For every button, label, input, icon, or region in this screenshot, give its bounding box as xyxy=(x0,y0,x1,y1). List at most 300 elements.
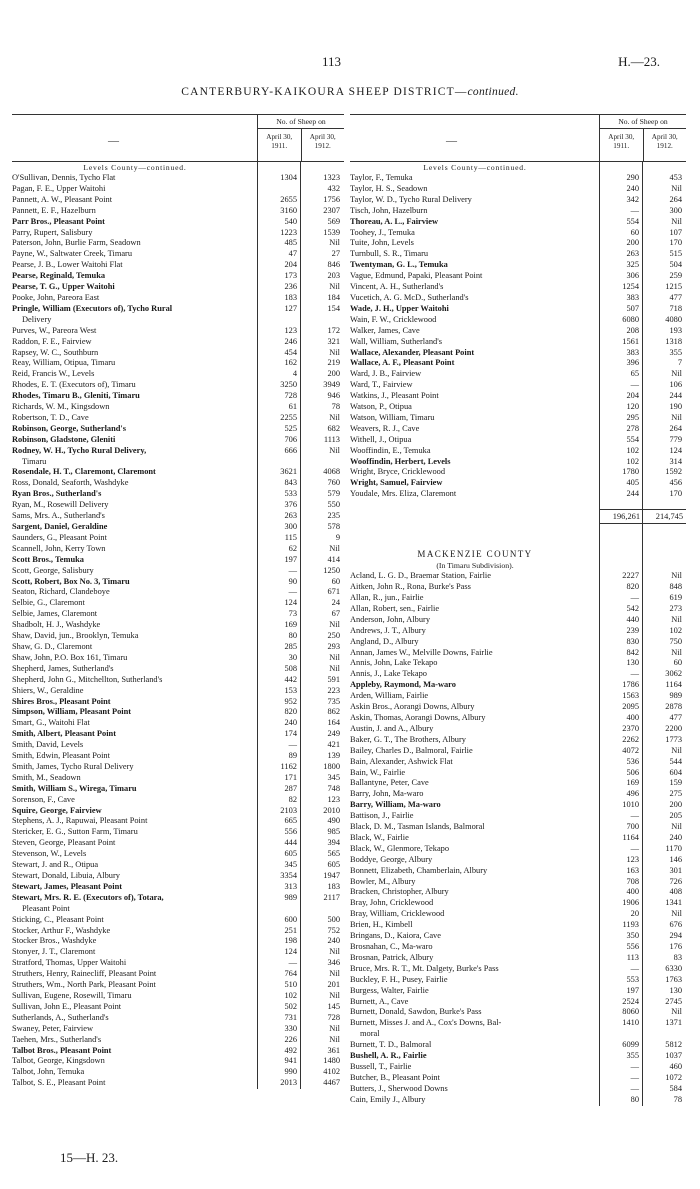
sheep-1911: 60 xyxy=(630,227,639,237)
sheep-1911: 508 xyxy=(284,663,297,673)
table-row xyxy=(350,942,686,953)
holder-name: Selbie, James, Claremont xyxy=(12,609,98,619)
table-row xyxy=(12,380,344,391)
sheep-1912: Nil xyxy=(329,969,340,979)
holder-name: Pringle, William (Executors of), Tycho Rural xyxy=(12,303,173,313)
sheep-1911 xyxy=(258,904,301,915)
sheep-1912: 176 xyxy=(669,942,682,951)
table-row xyxy=(12,806,344,817)
sheep-1912: 301 xyxy=(669,865,682,875)
sheep-1911 xyxy=(258,315,301,326)
sheep-1911: 197 xyxy=(626,985,639,995)
holder-name: Stephens, A. J., Rapuwai, Pleasant Point xyxy=(12,816,148,826)
sheep-1911: 198 xyxy=(284,936,297,946)
table-row xyxy=(12,402,344,413)
sheep-1912: 1371 xyxy=(665,1018,682,1028)
section-heading: Levels County—continued. xyxy=(83,163,187,172)
table-row xyxy=(350,402,686,413)
sheep-1912: 235 xyxy=(327,511,340,521)
holder-name: Wooffindin, Herbert, Levels xyxy=(350,456,451,466)
holder-name: Selbie, G., Claremont xyxy=(12,598,85,608)
holder-name: Rapsey, W. C., Southburn xyxy=(12,347,99,357)
holder-name: Smart, G., Waitohi Flat xyxy=(12,718,90,728)
sheep-1912: 170 xyxy=(669,489,682,499)
holder-name: Smith, Albert, Pleasant Point xyxy=(12,729,116,739)
sheep-1912 xyxy=(301,457,344,468)
sheep-1911: 820 xyxy=(626,582,639,592)
table-row xyxy=(350,293,686,304)
sheep-1912: 565 xyxy=(327,849,340,859)
holder-name: Bracken, Christopher, Albury xyxy=(350,887,449,897)
holder-name: Boddye, George, Albury xyxy=(350,854,433,864)
holder-name: Parr Bros., Pleasant Point xyxy=(12,216,105,226)
sheep-1912: 2745 xyxy=(665,996,682,1006)
sheep-1911: 2370 xyxy=(622,723,639,733)
holder-name: Parry, Rupert, Salisbury xyxy=(12,227,93,237)
holder-name: Bringans, D., Kaiora, Cave xyxy=(350,931,441,941)
table-row xyxy=(350,746,686,757)
sheep-1912: 421 xyxy=(327,740,340,750)
holder-name: Bailey, Charles D., Balmoral, Fairlie xyxy=(350,745,473,755)
sheep-1912: 4102 xyxy=(323,1067,340,1077)
sheep-1912: 321 xyxy=(327,336,340,346)
holder-name: Black, W., Glenmore, Tekapo xyxy=(350,843,450,853)
sheep-1911: 706 xyxy=(284,434,297,444)
holder-name: Shaw, David, jun., Brooklyn, Temuka xyxy=(12,631,139,641)
table-row xyxy=(350,1062,686,1073)
header-dash: — xyxy=(446,135,457,147)
holder-name: Bain, Alexander, Ashwick Flat xyxy=(350,756,453,766)
sheep-1911: — xyxy=(630,963,639,973)
holder-name: Sullivan, Eugene, Rosewill, Timaru xyxy=(12,990,132,1000)
holder-name: Black, W., Fairlie xyxy=(350,832,409,842)
holder-name: Struthers, Wm., North Park, Pleasant Point xyxy=(12,980,156,990)
sheep-1911: 127 xyxy=(284,303,297,313)
sheep-1912: Nil xyxy=(671,183,682,193)
sheep-1911: 2262 xyxy=(622,734,639,744)
table-row xyxy=(12,348,344,359)
holder-name: Pearse, J. B., Lower Waitohi Flat xyxy=(12,260,123,270)
holder-name: Scott Bros., Temuka xyxy=(12,554,84,564)
holder-name: Walker, James, Cave xyxy=(350,325,420,335)
table-row xyxy=(350,571,686,582)
page-header xyxy=(0,54,700,74)
sheep-1911: 6080 xyxy=(622,314,639,324)
sheep-1912: 456 xyxy=(669,478,682,488)
sheep-1911: 306 xyxy=(626,271,639,281)
sheep-1911: 173 xyxy=(284,271,297,281)
table-row xyxy=(350,228,686,239)
holder-name: Thoreau, A. L., Fairview xyxy=(350,216,439,226)
holder-name: Butcher, B., Pleasant Point xyxy=(350,1072,440,1082)
sheep-1911: 1193 xyxy=(622,920,639,930)
holder-name: Twentyman, G. L., Temuka xyxy=(350,260,448,270)
section-heading: Levels County—continued. xyxy=(423,163,527,172)
table-row xyxy=(12,478,344,489)
table-row xyxy=(350,887,686,898)
sheep-1911: — xyxy=(288,565,297,575)
sheep-1911: 502 xyxy=(284,1001,297,1011)
sheep-1912: 60 xyxy=(331,576,340,586)
holder-name: Ross, Donald, Seaforth, Washdyke xyxy=(12,478,129,488)
table-row xyxy=(350,778,686,789)
sheep-1912: 584 xyxy=(669,1083,682,1093)
sheep-1912: 728 xyxy=(327,1012,340,1022)
sheep-1912: 550 xyxy=(327,500,340,510)
sheep-1912: 605 xyxy=(327,860,340,870)
holder-name: Talbot, George, Kingsdown xyxy=(12,1056,105,1066)
holder-name: Burgess, Walter, Fairlie xyxy=(350,985,429,995)
table-row xyxy=(350,173,686,184)
sheep-1911: 383 xyxy=(626,292,639,302)
sheep-1911 xyxy=(258,457,301,468)
sheep-1912: 1113 xyxy=(323,434,340,444)
holder-name: Bray, John, Cricklewood xyxy=(350,898,434,908)
holder-name: Pearse, T. G., Upper Waitohi xyxy=(12,282,115,292)
sheep-1912: 2117 xyxy=(323,892,340,902)
table-row xyxy=(350,637,686,648)
table-row xyxy=(12,631,344,642)
holder-name: Butters, J., Sherwood Downs xyxy=(350,1083,448,1093)
sheep-1912: 1037 xyxy=(665,1051,682,1061)
sheep-1912: 123 xyxy=(327,794,340,804)
sheep-1911: — xyxy=(630,669,639,679)
sheep-1912: 515 xyxy=(669,249,682,259)
table-row xyxy=(12,958,344,969)
holder-name: Cain, Emily J., Albury xyxy=(350,1094,426,1104)
table-row xyxy=(12,587,344,598)
table-row xyxy=(350,735,686,746)
holder-name: Ryan Bros., Sutherland's xyxy=(12,489,102,499)
holder-name: Pooke, John, Pareora East xyxy=(12,292,100,302)
sheep-1911: 330 xyxy=(284,1023,297,1033)
sheep-1911: 123 xyxy=(284,325,297,335)
sheep-1912: 67 xyxy=(331,609,340,619)
sheep-1912: 264 xyxy=(669,423,682,433)
table-row xyxy=(12,609,344,620)
sheep-1911: 200 xyxy=(626,238,639,248)
sheep-1911: 3354 xyxy=(280,871,297,880)
sheep-1912: 779 xyxy=(669,434,682,444)
holder-name: Sutherlands, A., Sutherland's xyxy=(12,1012,109,1022)
sheep-1911: — xyxy=(630,1072,639,1082)
sheep-count-header xyxy=(599,115,686,161)
holder-name: Bowler, M., Albury xyxy=(350,876,416,886)
table-row xyxy=(12,947,344,958)
table-row xyxy=(12,936,344,947)
table-row xyxy=(350,680,686,691)
sheep-1912: Nil xyxy=(671,647,682,657)
table-row xyxy=(350,582,686,593)
holder-name: Shepherd, John G., Mitchellton, Sutherland's xyxy=(12,674,163,684)
table-row xyxy=(350,1073,686,1084)
holder-name: Reid, Francis W., Levels xyxy=(12,369,95,379)
sheep-1912: 460 xyxy=(669,1061,682,1071)
holder-name: Annis, J., Lake Tekapo xyxy=(350,669,427,679)
holder-name: Burnett, A., Cave xyxy=(350,996,409,1006)
table-row xyxy=(12,827,344,838)
holder-name: Toohey, J., Temuka xyxy=(350,227,415,237)
sheep-1912: 1164 xyxy=(665,680,682,690)
table-row xyxy=(350,768,686,779)
sheep-1912: 1170 xyxy=(665,843,682,853)
sheep-1912: 619 xyxy=(669,593,682,602)
table-row xyxy=(12,969,344,980)
sheep-1912: 300 xyxy=(669,205,682,215)
sheep-1912: 193 xyxy=(669,325,682,335)
holder-name: Stericker, E. G., Sutton Farm, Timaru xyxy=(12,827,138,837)
holder-name: Wain, F. W., Cricklewood xyxy=(350,314,437,324)
sheep-1912: 361 xyxy=(327,1045,340,1055)
sheep-1912 xyxy=(301,904,344,915)
sheep-1912: Nil xyxy=(671,745,682,755)
sheep-1911: 204 xyxy=(626,391,639,401)
table-row xyxy=(350,413,686,424)
holder-name: Talbot Bros., Pleasant Point xyxy=(12,1045,112,1055)
holder-name: Anderson, John, Albury xyxy=(350,614,431,624)
table-row xyxy=(350,478,686,489)
holder-name: Stocker Bros., Washdyke xyxy=(12,936,97,946)
sheep-1911: 80 xyxy=(288,631,297,641)
sheep-1912: 107 xyxy=(669,227,682,237)
table-row xyxy=(12,729,344,740)
sheep-1911: 842 xyxy=(626,647,639,657)
sheep-1912: 249 xyxy=(327,729,340,739)
sheep-1911: 666 xyxy=(284,445,297,455)
sheep-1911: 507 xyxy=(626,303,639,313)
sheep-1912: 2200 xyxy=(665,723,682,733)
sheep-1911: 2013 xyxy=(280,1078,297,1088)
sheep-1912: 760 xyxy=(327,478,340,488)
holder-name: Pearse, Reginald, Temuka xyxy=(12,271,106,281)
sheep-1912: 453 xyxy=(669,173,682,182)
holder-name: Watson, William, Timaru xyxy=(350,412,435,422)
table-row xyxy=(12,489,344,500)
table-row xyxy=(12,849,344,860)
sheep-1912: 273 xyxy=(669,603,682,613)
table-row xyxy=(350,326,686,337)
holder-name: Brosnahan, C., Ma-waro xyxy=(350,942,433,951)
holder-name: Withell, J., Otipua xyxy=(350,434,412,444)
sheep-1911: 82 xyxy=(288,794,297,804)
table-row xyxy=(12,566,344,577)
holder-name: Wooffindin, E., Temuka xyxy=(350,445,431,455)
holder-name: Wright, Bryce, Cricklewood xyxy=(350,467,446,477)
sheep-1912: 676 xyxy=(669,920,682,930)
holder-name: Brosnan, Patrick, Albury xyxy=(350,952,434,962)
table-row xyxy=(350,282,686,293)
holder-name: Robertson, T. D., Cave xyxy=(12,412,89,422)
sheep-1911: 6099 xyxy=(622,1040,639,1050)
table-row xyxy=(12,773,344,784)
sheep-1911: 295 xyxy=(626,412,639,422)
holder-name: O'Sullivan, Dennis, Tycho Flat xyxy=(12,173,116,182)
sheep-1911: 47 xyxy=(288,249,297,259)
sheep-1911: 1164 xyxy=(622,832,639,842)
table-row xyxy=(12,860,344,871)
sheep-1912: 735 xyxy=(327,696,340,706)
holder-name: Taylor, H. S., Seadown xyxy=(350,183,428,193)
sheep-1912: Nil xyxy=(671,822,682,832)
holder-name: Ward, T., Fairview xyxy=(350,380,413,390)
sheep-1912: Nil xyxy=(671,369,682,379)
table-row xyxy=(350,909,686,920)
sheep-1911: — xyxy=(630,811,639,821)
holder-name: Askin Bros., Aorangi Downs, Albury xyxy=(350,702,475,712)
holder-name: Smith, M., Seadown xyxy=(12,772,81,782)
sheep-1911: 376 xyxy=(284,500,297,510)
holder-name: Seaton, Richard, Clandeboye xyxy=(12,587,110,597)
sheep-1911: 208 xyxy=(626,325,639,335)
holder-name: Buckley, F. H., Pusey, Fairlie xyxy=(350,974,448,984)
sheep-1912: 752 xyxy=(327,925,340,935)
sheep-1912: 6330 xyxy=(665,963,682,973)
table-row xyxy=(12,435,344,446)
sheep-1912: 748 xyxy=(327,783,340,793)
left-rows xyxy=(12,162,344,1089)
sheep-1912: Nil xyxy=(329,1023,340,1033)
county-heading: MACKENZIE COUNTY xyxy=(417,549,533,560)
sheep-1912: 1318 xyxy=(665,336,682,346)
table-row xyxy=(12,555,344,566)
sheep-1912: 223 xyxy=(327,685,340,695)
holder-name: Delivery xyxy=(22,314,52,324)
sheep-1911: 990 xyxy=(284,1067,297,1077)
sheep-1912: 9 xyxy=(335,532,340,542)
county-total xyxy=(350,509,686,524)
sheep-1912: 1947 xyxy=(323,871,340,880)
sheep-1911: 442 xyxy=(284,674,297,684)
holder-name: Bray, William, Cricklewood xyxy=(350,909,445,919)
sheep-1911: 171 xyxy=(284,772,297,782)
sheep-1911: 226 xyxy=(284,1034,297,1044)
sheep-1911: — xyxy=(630,593,639,602)
sheep-1911: 313 xyxy=(284,881,297,891)
sheep-1912: 490 xyxy=(327,816,340,826)
table-row xyxy=(350,964,686,975)
table-row xyxy=(350,822,686,833)
total-1912: 214,745 xyxy=(643,509,686,524)
holder-name: Pagan, F. E., Upper Waitohi xyxy=(12,183,106,193)
sheep-1912: Nil xyxy=(329,652,340,662)
title-main: CANTERBURY-KAIKOURA SHEEP DISTRICT— xyxy=(181,86,468,98)
holder-name: Rhodes, E. T. (Executors of), Timaru xyxy=(12,380,136,390)
holder-name: Ryan, M., Rosewill Delivery xyxy=(12,500,109,510)
holder-name: Taylor, F., Temuka xyxy=(350,173,413,182)
sheep-1911: 102 xyxy=(626,445,639,455)
sheep-1911: 556 xyxy=(626,942,639,951)
sheep-1912: 172 xyxy=(327,325,340,335)
table-row xyxy=(350,217,686,228)
sheep-1912: 294 xyxy=(669,931,682,941)
holder-name: Aitken, John R., Rona, Burke's Pass xyxy=(350,582,471,592)
table-row xyxy=(12,871,344,882)
subdivision-heading: (In Timaru Subdivision). xyxy=(436,561,514,571)
holder-name: Watkins, J., Pleasant Point xyxy=(350,391,439,401)
table-row xyxy=(12,391,344,402)
sheep-1911: 287 xyxy=(284,783,297,793)
sheep-1912: Nil xyxy=(329,990,340,1000)
sheep-1911: 153 xyxy=(284,685,297,695)
holder-name: Burnett, Donald, Sawdon, Burke's Pass xyxy=(350,1007,482,1017)
sheep-1911: 30 xyxy=(288,652,297,662)
table-row xyxy=(350,702,686,713)
sheep-1912: 139 xyxy=(327,751,340,761)
sheep-1911: 2227 xyxy=(622,571,639,581)
sheep-1911: 80 xyxy=(630,1094,639,1104)
sheep-1911: 2255 xyxy=(280,412,297,422)
sheep-1912: 477 xyxy=(669,292,682,302)
holder-name: Smith, William S., Wirega, Timaru xyxy=(12,783,137,793)
table-row xyxy=(12,620,344,631)
sheep-1911: 115 xyxy=(284,532,297,542)
holder-name: Talbot, S. E., Pleasant Point xyxy=(12,1078,106,1088)
sheep-1911: 708 xyxy=(626,876,639,886)
sheep-1912: 244 xyxy=(669,391,682,401)
holder-name: Acland, L. G. D., Braemar Station, Fairlie xyxy=(350,571,491,581)
holder-name: Shadbolt, H. J., Washdyke xyxy=(12,620,101,630)
sheep-1911: 843 xyxy=(284,478,297,488)
table-row xyxy=(12,577,344,588)
sheep-1911: 124 xyxy=(284,598,297,608)
table-row xyxy=(350,724,686,735)
sheep-1912: 183 xyxy=(327,881,340,891)
table-row xyxy=(12,1056,344,1067)
sheep-1912: 275 xyxy=(669,789,682,799)
table-row xyxy=(12,184,344,195)
table-row xyxy=(12,1078,344,1089)
holder-name: Shaw, John, P.O. Box 161, Timaru xyxy=(12,652,128,662)
holder-name: Richards, W. M., Kingsdown xyxy=(12,402,110,412)
holder-name: Saunders, G., Pleasant Point xyxy=(12,532,107,542)
table-row xyxy=(350,866,686,877)
sheep-1911: 396 xyxy=(626,358,639,368)
table-row xyxy=(350,811,686,822)
sheep-1911: 485 xyxy=(284,238,297,248)
sheep-1911: 278 xyxy=(626,423,639,433)
sheep-1912: 346 xyxy=(327,958,340,968)
sheep-1911: 989 xyxy=(284,892,297,902)
table-row xyxy=(350,195,686,206)
sheep-1912: Nil xyxy=(671,909,682,919)
table-row xyxy=(12,293,344,304)
sheep-1912: 4467 xyxy=(323,1078,340,1088)
sheep-1912: Nil xyxy=(671,216,682,226)
table-row xyxy=(12,762,344,773)
holder-name: Barry, John, Ma-waro xyxy=(350,789,424,799)
sheep-1911: 162 xyxy=(284,358,297,368)
sheep-1912: 200 xyxy=(327,369,340,379)
holder-name: Vague, Edmund, Papaki, Pleasant Point xyxy=(350,271,483,281)
holder-name: Steven, George, Pleasant Point xyxy=(12,838,116,848)
sheep-1911: 506 xyxy=(626,767,639,777)
holder-name: Bushell, A. R., Fairlie xyxy=(350,1051,427,1061)
sheep-1911: 830 xyxy=(626,636,639,646)
table-row xyxy=(12,217,344,228)
holder-name: Smith, David, Levels xyxy=(12,740,84,750)
table-row xyxy=(12,500,344,511)
sheep-1912: 578 xyxy=(327,522,340,531)
sheep-1911: 124 xyxy=(284,947,297,957)
sheep-1911: 764 xyxy=(284,969,297,979)
holder-name: Rodney, W. H., Tycho Rural Delivery, xyxy=(12,445,147,455)
sheep-1912: Nil xyxy=(329,663,340,673)
table-row xyxy=(12,238,344,249)
sheep-1911: 665 xyxy=(284,816,297,826)
holder-name: Simpson, William, Pleasant Point xyxy=(12,707,132,717)
col-1912-header: April 30, 1912. xyxy=(643,129,687,161)
sheep-1912: 504 xyxy=(669,260,682,270)
